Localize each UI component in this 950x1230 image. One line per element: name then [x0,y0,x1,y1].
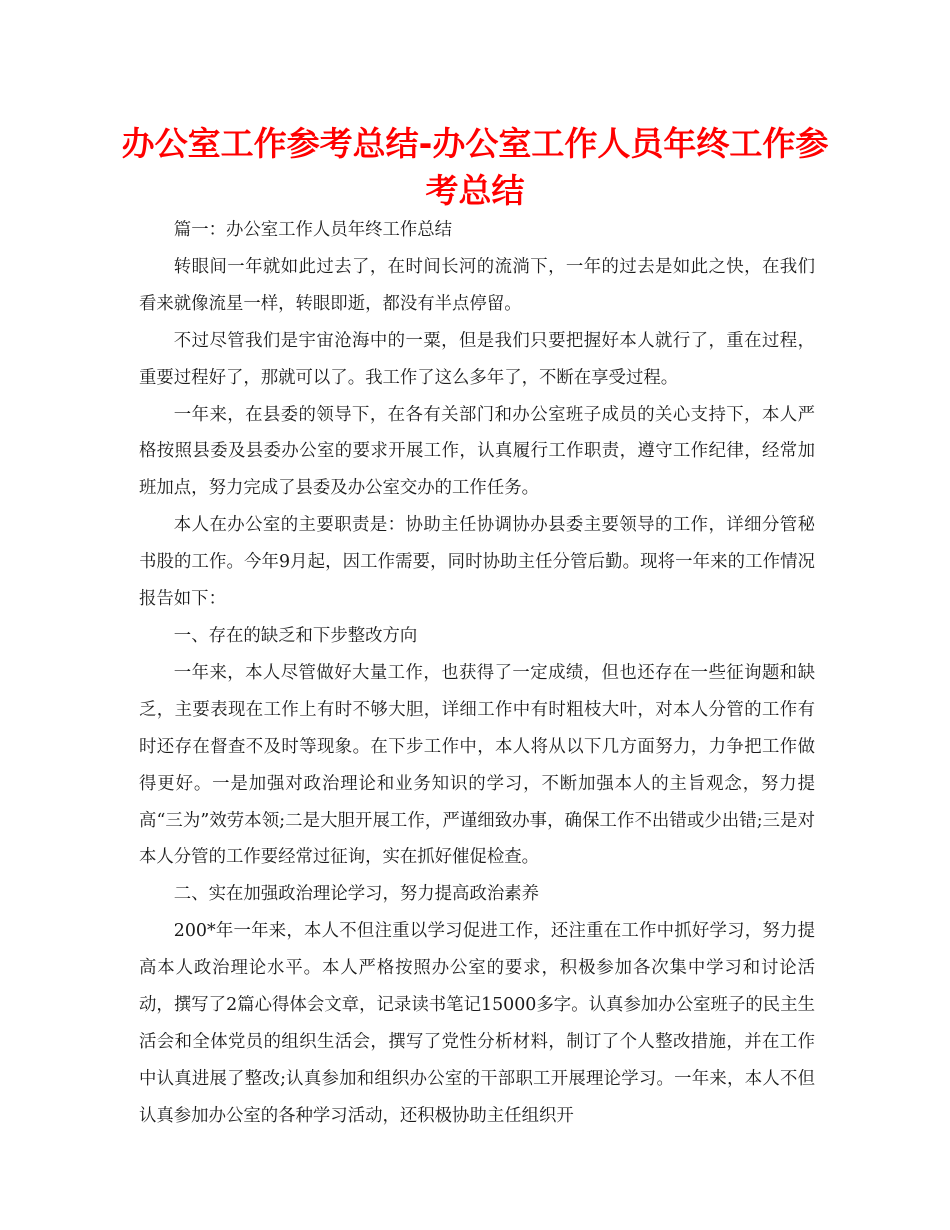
paragraph: 不过尽管我们是宇宙沧海中的一粟，但是我们只要把握好本人就行了，重在过程，重要过程好了，那就可以了。我工作了这么多年了，不断在享受过程。 [139,330,815,388]
document-title: 办公室工作参考总结-办公室工作人员年终工作参考总结 [121,124,829,210]
paragraph: 转眼间一年就如此过去了，在时间长河的流淌下，一年的过去是如此之快，在我们看来就像流星一样，转眼即逝，都没有半点停留。 [139,256,815,314]
section-heading: 二、实在加强政治理论学习，努力提高政治素养 [173,884,540,905]
section-heading: 一、存在的缺乏和下步整改方向 [173,625,418,646]
paragraph: 一年来，在县委的领导下，在各有关部门和办公室班子成员的关心支持下，本人严格按照县委及县委办公室的要求开展工作，认真履行工作职责，遵守工作纪律，经常加班加点，努力完成了县委及办公室交办的工作任务。 [139,404,815,499]
paragraph: 本人在办公室的主要职责是：协助主任协调协办县委主要领导的工作，详细分管秘书股的工作。今年9月起，因工作需要，同时协助主任分管后勤。现将一年来的工作情况报告如下： [139,515,815,610]
paragraph: 200*年一年来，本人不但注重以学习促进工作，还注重在工作中抓好学习，努力提高本人政治理论水平。本人严格按照办公室的要求，积极参加各次集中学习和讨论活动，撰写了2篇心得体会文章，记录读书笔记15000多字。认真参加办公室班子的民主生活会和全体党员的组织生活会，撰写了党性分析材料，制订了个人整改措施，并在工作中认真进展了整改;认真参加和组织办公室的干部职工开展理论学习。一年来，本人不但认真参加办公室的各种学习活动，还积极协助主任组织开 [139,921,815,1126]
paragraph: 一年来，本人尽管做好大量工作，也获得了一定成绩，但也还存在一些征询题和缺乏，主要表现在工作上有时不够大胆，详细工作中有时粗枝大叶，对本人分管的工作有时还存在督查不及时等现象。在下步工作中，本人将从以下几方面努力，力争把工作做得更好。一是加强对政治理论和业务知识的学习，不断加强本人的主旨观念，努力提高“三为”效劳本领;二是大胆开展工作，严谨细致办事，确保工作不出错或少出错;三是对本人分管的工作要经常过征询，实在抓好催促检查。 [139,662,815,868]
section-heading: 篇一：办公室工作人员年终工作总结 [173,220,453,240]
document-body [139,212,815,1135]
